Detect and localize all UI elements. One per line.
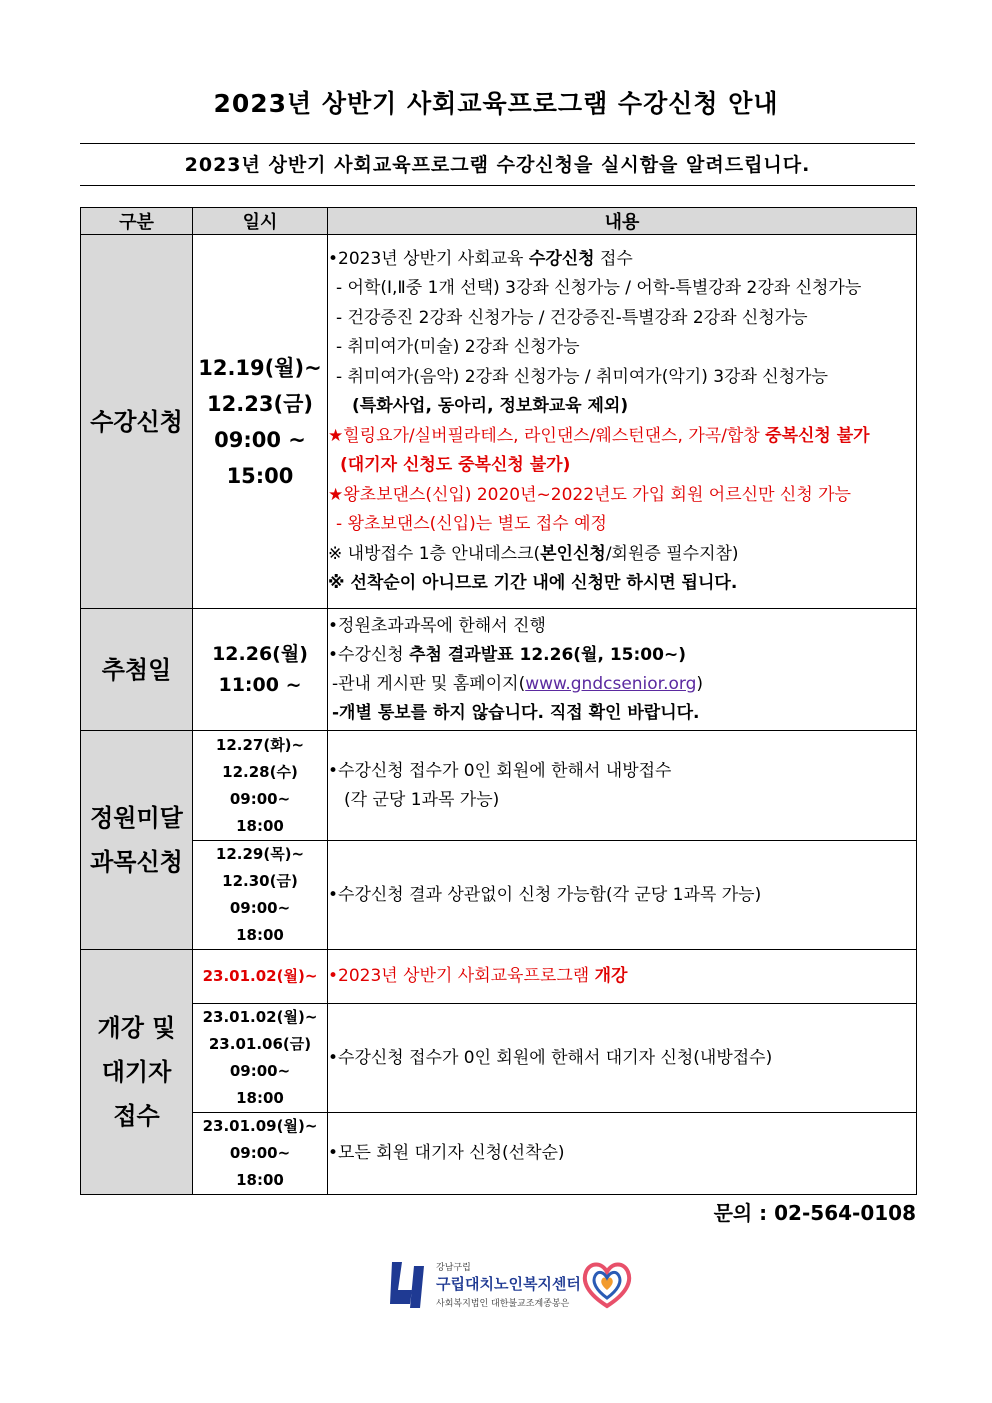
content-undersub-2 (328, 841, 917, 950)
heart-emblem-icon (580, 1258, 634, 1310)
content-line: •정원초과과목에 한해서 진행 (328, 615, 546, 636)
date-line: 12.30(금) (222, 872, 298, 890)
content-line-warning: (대기자 신청도 중복신청 불가) (340, 455, 571, 475)
content-opening-1 (328, 950, 917, 1004)
date-line: 23.01.09(월)~ (202, 1117, 318, 1135)
content-line: (특화사업, 동아리, 정보화교육 제외) (352, 396, 629, 416)
content-lottery (328, 609, 917, 731)
content-line: -개별 통보를 하지 않습니다. 직접 확인 바랍니다. (332, 702, 700, 723)
date-line: 11:00 ~ (218, 673, 302, 696)
center-logo-mark-icon (388, 1258, 430, 1312)
table-row-opening-1 (81, 950, 917, 1004)
center-logo (388, 1256, 640, 1316)
date-line: 18:00 (236, 926, 284, 944)
header-date: 일시 (193, 208, 328, 235)
table-row-enroll (81, 235, 917, 609)
category-lottery: 추첨일 (81, 609, 193, 731)
content-enroll (328, 235, 917, 609)
date-line: 23.01.06(금) (208, 1035, 312, 1053)
date-line: 23.01.02(월)~ (202, 967, 318, 985)
content-line: -관내 게시판 및 홈페이지(www.gndcsenior.org) (332, 673, 704, 694)
header-content: 내용 (328, 208, 917, 235)
date-opening-2 (193, 1004, 328, 1113)
date-undersub-1 (193, 731, 328, 841)
content-line: - 건강증진 2강좌 신청가능 / 건강증진-특별강좌 2강좌 신청가능 (336, 307, 808, 328)
content-line: ※ 내방접수 1층 안내데스크(본인신청/회원증 필수지참) (328, 543, 739, 564)
date-opening-3 (193, 1113, 328, 1195)
page-title: 2023년 상반기 사회교육프로그램 수강신청 안내 (213, 89, 779, 118)
content-line: ※ 선착순이 아니므로 기간 내에 신청만 하시면 됩니다. (328, 573, 738, 593)
content-line: •모든 회원 대기자 신청(선착순) (328, 1143, 565, 1163)
date-line: 15:00 (226, 463, 294, 488)
table-row-opening-3 (81, 1113, 917, 1195)
category-opening (81, 950, 193, 1195)
date-enroll (193, 235, 328, 609)
date-line: 12.26(월) (212, 642, 308, 665)
date-line: 12.28(수) (222, 762, 298, 781)
category-line: 접수 (113, 1102, 160, 1130)
date-line: 12.27(화)~ (215, 735, 305, 754)
content-line: •수강신청 결과 상관없이 신청 가능함(각 군당 1과목 가능) (328, 884, 762, 905)
logo-name: 구립대치노인복지센터 (436, 1275, 581, 1293)
category-line: 대기자 (101, 1058, 172, 1086)
content-line: •수강신청 추첨 결과발표 12.26(월, 15:00~) (328, 644, 686, 665)
content-opening-2 (328, 1004, 917, 1113)
divider-bottom (80, 185, 915, 186)
content-line: - 취미여가(음악) 2강좌 신청가능 / 취미여가(악기) 3강좌 신청가능 (336, 366, 828, 387)
divider-top (80, 143, 915, 144)
table-row-lottery (81, 609, 917, 731)
content-line-warning: - 왕초보댄스(신입)는 별도 접수 예정 (336, 514, 607, 534)
date-line: 12.19(월)~ (198, 355, 322, 380)
schedule-table (80, 207, 917, 1195)
page-subtitle: 2023년 상반기 사회교육프로그램 수강신청을 실시함을 알려드립니다. (184, 154, 811, 176)
date-undersub-2 (193, 841, 328, 950)
date-line: 18:00 (236, 1171, 284, 1189)
table-row-opening-2 (81, 1004, 917, 1113)
category-line: 정원미달 (90, 804, 183, 832)
category-line: 개강 및 (97, 1014, 176, 1042)
date-line: 09:00~ (229, 1062, 291, 1080)
content-line-warning: ★왕초보댄스(신입) 2020년~2022년도 가입 회원 어르신만 신청 가능 (328, 484, 851, 505)
logo-small-bottom: 사회복지법인 대한불교조계종봉은 (436, 1299, 570, 1309)
content-line: (각 군당 1과목 가능) (344, 789, 500, 810)
date-line: 18:00 (236, 1089, 284, 1107)
category-undersub (81, 731, 193, 950)
date-line: 12.23(금) (207, 391, 313, 416)
content-line: - 취미여가(미술) 2강좌 신청가능 (336, 337, 580, 357)
date-line: 09:00~ (229, 899, 291, 917)
date-line: 18:00 (236, 816, 284, 835)
logo-small-top: 강남구립 (436, 1263, 471, 1273)
content-line: •2023년 상반기 사회교육프로그램 개강 (328, 966, 628, 986)
date-line: 12.29(목)~ (215, 845, 305, 863)
date-line: 23.01.02(월)~ (202, 1008, 318, 1026)
content-line: - 어학(Ⅰ,Ⅱ중 1개 선택) 3강좌 신청가능 / 어학-특별강좌 2강좌 신청가능 (336, 278, 862, 298)
content-line: •수강신청 접수가 0인 회원에 한해서 내방접수 (328, 760, 672, 781)
date-opening-1 (193, 950, 328, 1004)
content-line-warning: ★힐링요가/실버필라테스, 라인댄스/웨스턴댄스, 가곡/합창 중복신청 불가 (328, 425, 870, 446)
date-line: 09:00~ (229, 1144, 291, 1162)
category-line: 과목신청 (90, 848, 183, 876)
header-category: 구분 (81, 208, 193, 235)
content-opening-3 (328, 1113, 917, 1195)
homepage-link[interactable]: www.gndcsenior.org (525, 673, 697, 694)
table-row-undersub-2 (81, 841, 917, 950)
date-line: 09:00 ~ (214, 427, 306, 452)
date-lottery (193, 609, 328, 731)
table-row-undersub-1 (81, 731, 917, 841)
content-undersub-1 (328, 731, 917, 841)
category-enroll: 수강신청 (81, 235, 193, 609)
content-line: •수강신청 접수가 0인 회원에 한해서 대기자 신청(내방접수) (328, 1047, 773, 1068)
contact-phone: 문의 : 02-564-0108 (713, 1201, 916, 1225)
content-line: •2023년 상반기 사회교육 수강신청 접수 (328, 248, 633, 269)
date-line: 09:00~ (229, 789, 291, 808)
table-header-row (81, 208, 917, 235)
